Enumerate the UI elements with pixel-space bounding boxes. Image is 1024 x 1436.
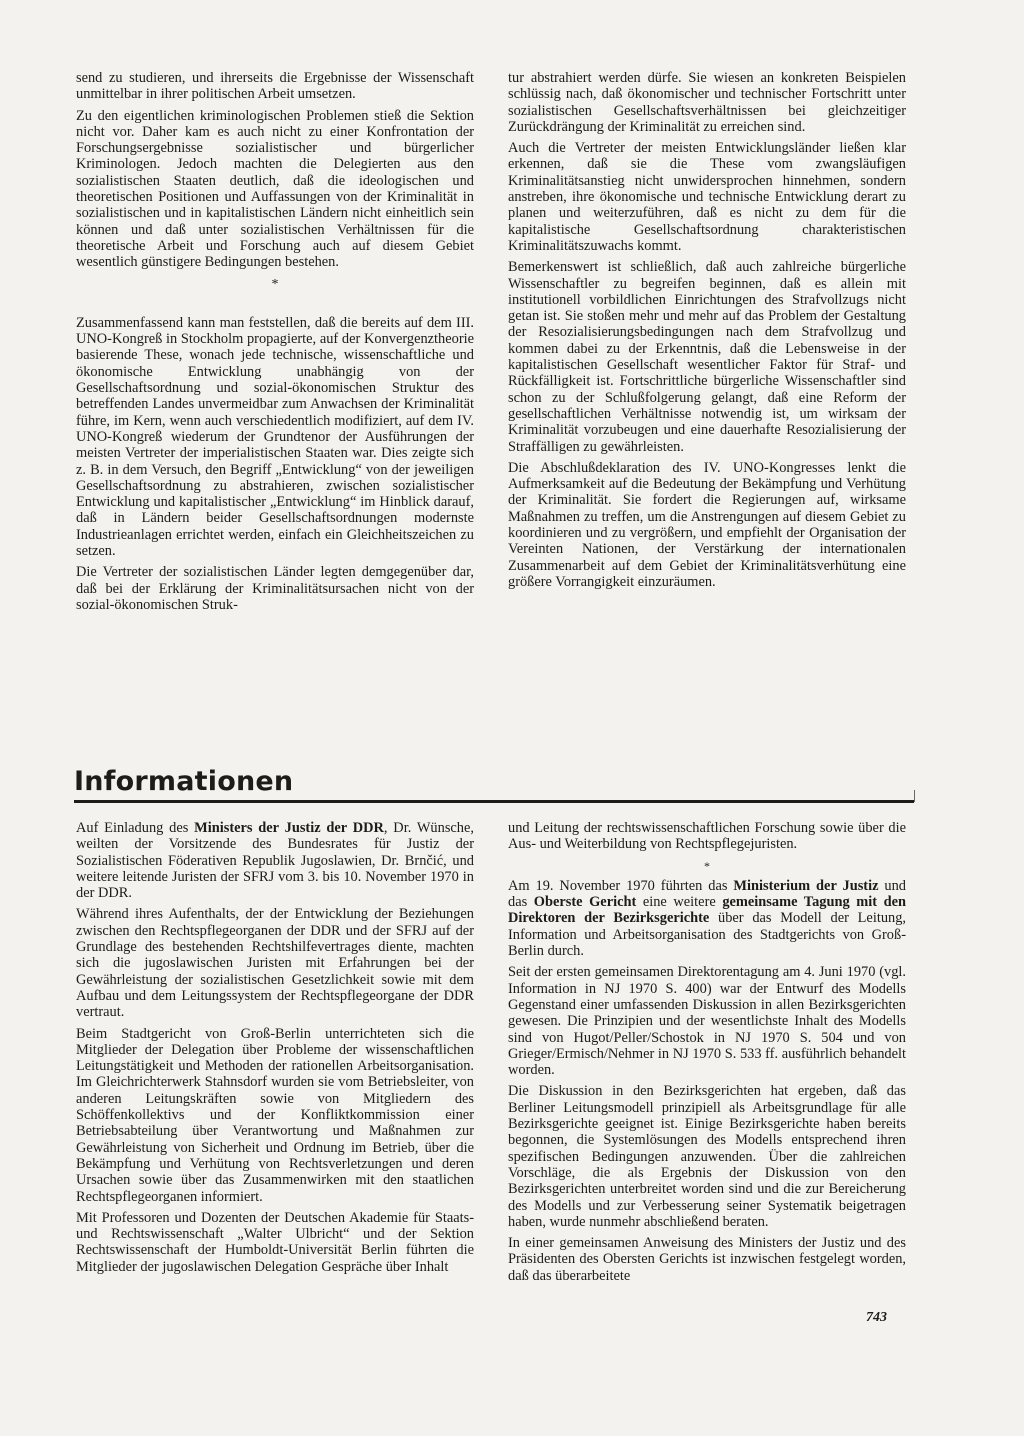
paragraph: Bemerkenswert ist schließlich, daß auch zahlreiche bürgerliche Wissenschaftler zu begreifen beginnen, daß es allein mit institutionell vorbildlichen Einrichtungen des Strafvollzugs nicht getan ist. Sie stoßen mehr und mehr auf das Problem der Gestaltung der Resozialisierungsbedingungen nach dem Strafvollzug und kommen dabei zu der Erkenntnis, daß die Lebensweise in der kapitalistischen Gesellschaft wesentlicher Faktor für Straf- und Rückfälligkeit ist. Fortschrittliche bürgerliche Wissenschaftler sind schon zu der Schlußfolgerung gelangt, daß eine Reform der gesellschaftlichen Verhältnisse notwendig ist, um wirksam der Kriminalität vorzubeugen und eine dauerhafte Resozialisierung der Straffälligen zu gewährleisten. <box>508 259 906 455</box>
text-run: über das Modell der Leitung, Information und Arbeitsorganisation des Stadtgerichts von Groß-Berlin durch. <box>508 910 906 960</box>
paragraph: Auch die Vertreter der meisten Entwicklungsländer ließen klar erkennen, daß sie die These vom zwangsläufigen Kriminalitätsanstieg nicht unwidersprochen hinnehmen, sondern anstreben, ihre ökonomische und technische Entwicklung derart zu planen und weiterzuführen, daß es nicht zu dem für die kapitalistische Gesellschaftsordnung charakteristischen Kriminalitätszuwachs kommt. <box>508 140 906 254</box>
section-title: Informationen <box>74 766 294 797</box>
paragraph: tur abstrahiert werden dürfe. Sie wiesen an konkreten Beispielen schlüssig nach, daß ökonomischer und technischer Fortschritt unter sozialistischen Gesellschaftsverhältnissen bei gleichzeitiger Zurückdrängung der Kriminalität zu erreichen sind. <box>508 70 906 135</box>
bold-run: Oberste Gericht <box>533 894 637 911</box>
bold-run: gemeinsame Tagung mit den Direktoren der Bezirksgerichte <box>508 894 907 927</box>
paragraph: Zu den eigentlichen kriminologischen Problemen stieß die Sektion nicht vor. Daher kam es auch nicht zu einer Konfrontation der Forschungsergebnisse sozialistischer und bürgerlicher Kriminologen. Jedoch machten die Delegierten aus den sozialistischen Staaten deutlich, daß die ideologischen und theoretischen Positionen und Auffassungen von der Kriminalität in sozialistischen und in kapitalistischen Ländern nicht einheitlich sein können und daß unter sozialistischen Verhältnissen für die theoretische Arbeit und Forschung auch auf diesem Gebiet wesentlich günstigere Bedingungen bestehen. <box>76 107 474 271</box>
paragraph: Während ihres Aufenthalts, der der Entwicklung der Beziehungen zwischen den Rechtspflegeorganen der DDR und der SFRJ auf der Grundlage des bestehenden Rechtshilfevertrages diente, machten sich die jugoslawischen Juristen mit Erfahrungen bei der Gewährleistung der sozialistischen Gesetzlichkeit sowie mit dem Aufbau und dem Leitungssystem der Rechtspflegeorgane der DDR vertraut. <box>76 906 474 1021</box>
text-run: und das <box>508 877 906 911</box>
text-run: Auf Einladung des <box>76 820 195 836</box>
section-divider-star: * <box>704 858 710 873</box>
text-run: , Dr. Wünsche, weilten der Vorsitzende des Bundesrates für Justiz der Sozialistischen Föderativen Republik Jugoslawien, Dr. Brnčić, und weitere leitende Juristen der SFRJ vom 3. bis 10. November 1970 in der DDR. <box>76 820 474 902</box>
paragraph: send zu studieren, und ihrerseits die Ergebnisse der Wissenschaft unmittelbar in ihrer politischen Arbeit umsetzen. <box>76 70 474 103</box>
section-header <box>74 766 914 803</box>
text-run: eine weitere <box>636 894 723 911</box>
paragraph: Die Vertreter der sozialistischen Länder legten demgegenüber dar, daß bei der Erklärung der Kriminalitätsursachen nicht von der sozial-ökonomischen Struk- <box>76 564 474 613</box>
paragraph <box>76 820 474 901</box>
paragraph: Zusammenfassend kann man feststellen, daß die bereits auf dem III. UNO-Kongreß in Stockholm propagierte, auf der Konvergenztheorie basierende These, wonach jede technische, wissenschaftliche und ökonomische Entwicklung unabhängig von der Gesellschaftsordnung und sozial-ökonomischen Struktur des betreffenden Landes unvermeidbar zum Anwachsen der Kriminalität führe, im Kern, wenn auch verschiedentlich modifiziert, auf dem IV. UNO-Kongreß wiederum der Grundtenor der Ausführungen der meisten Vertreter der imperialistischen Staaten war. Dies zeigte sich z. B. in dem Versuch, den Begriff „Entwicklung“ von der jeweiligen Gesellschaftsordnung zu abstrahieren, zwischen sozialistischer Entwicklung und kapitalistischer „Entwicklung“ im Hinblick darauf, daß in Ländern beider Gesellschaftsordnungen modernste Industrieanlagen errichtet werden, einfach ein Gleichheitszeichen zu setzen. <box>76 314 474 560</box>
info-column-right <box>508 820 906 1289</box>
bold-run: Ministerium der Justiz <box>733 877 879 894</box>
section-divider-star: * <box>271 276 279 292</box>
paragraph: Beim Stadtgericht von Groß-Berlin unterrichteten sich die Mitglieder der Delegation über Probleme der wissenschaftlichen Leitungstätigkeit und Methoden der rationellen Arbeitsorganisation. Im Gleichrichterwerk Stahnsdorf wurden sie vom Betriebsleiter, von anderen Leitungskräften sowie von Mitgliedern des Schöffenkollektivs und der Konfliktkommission einer Betriebsabteilung über Verantwortung und Maßnahmen zur Gewährleistung von Sicherheit und Ordnung im Betrieb, über die Bekämpfung und Verhütung von Rechtsverletzungen und deren Ursachen sowie über das Zusammenwirken mit den staatlichen Rechtspflegeorganen informiert. <box>76 1025 474 1205</box>
paragraph: Die Abschlußdeklaration des IV. UNO-Kongresses lenkt die Aufmerksamkeit auf die Bedeutung der Bekämpfung und Verhütung der Kriminalität. Sie fordert die Regierungen auf, wirksame Maßnahmen zu treffen, um die Anstrengungen auf diesem Gebiet zu koordinieren und zu vergrößern, und empfiehlt der Organisation der Vereinten Nationen, der Verstärkung der internationalen Zusammenarbeit auf dem Gebiet der Kriminalitätsverhütung eine größere Vorrangigkeit einzuräumen. <box>508 459 906 590</box>
paragraph: Mit Professoren und Dozenten der Deutschen Akademie für Staats- und Rechtswissenschaft „Walter Ulbricht“ und der Sektion Rechtswissenschaft der Humboldt-Universität Berlin führten die Mitglieder der jugoslawischen Delegation Gespräche über Inhalt <box>76 1209 474 1275</box>
text-run: Am 19. November 1970 führten das <box>508 877 734 894</box>
paragraph <box>508 878 906 959</box>
paragraph: Die Diskussion in den Bezirksgerichten hat ergeben, daß das Berliner Leitungsmodell prinzipiell als Arbeitsgrundlage für alle Bezirksgerichte geeignet ist. Einige Bezirksgerichte haben bereits begonnen, die Systemlösungen des Modells entsprechend ihren spezifischen Bedingungen anzuwenden. Über die zahlreichen Vorschläge, die als Ergebnis der Diskussion von den Bezirksgerichten unterbreitet worden sind und die zur Bereicherung des Modells und zur Verbesserung seiner Systematik beigetragen haben, wurde nunmehr abschließend beraten. <box>508 1083 906 1230</box>
article-column-right <box>508 70 906 595</box>
info-column-left <box>76 820 474 1280</box>
header-rule-end <box>914 790 915 802</box>
article-column-left <box>76 70 474 618</box>
page-number: 743 <box>866 1310 887 1325</box>
paragraph: Seit der ersten gemeinsamen Direktorentagung am 4. Juni 1970 (vgl. Information in NJ 1970 S. 400) war der Entwurf des Modells Gegenstand einer umfassenden Diskussion in allen Bezirksgerichten gewesen. Die Prinzipien und der wesentlichste Inhalt des Modells sind von Hugot/Peller/Schostok in NJ 1970 S. 504 und von Grieger/Ermisch/Nehmer in NJ 1970 S. 533 ff. ausführlich behandelt worden. <box>508 964 906 1079</box>
bold-run: Ministers der Justiz der DDR <box>194 820 384 836</box>
paragraph: In einer gemeinsamen Anweisung des Ministers der Justiz und des Präsidenten des Obersten Gerichts ist inzwischen festgelegt worden, daß das überarbeitete <box>508 1235 906 1284</box>
paragraph: und Leitung der rechtswissenschaftlichen Forschung sowie über die Aus- und Weiterbildung von Rechtspflegejuristen. <box>508 820 906 853</box>
